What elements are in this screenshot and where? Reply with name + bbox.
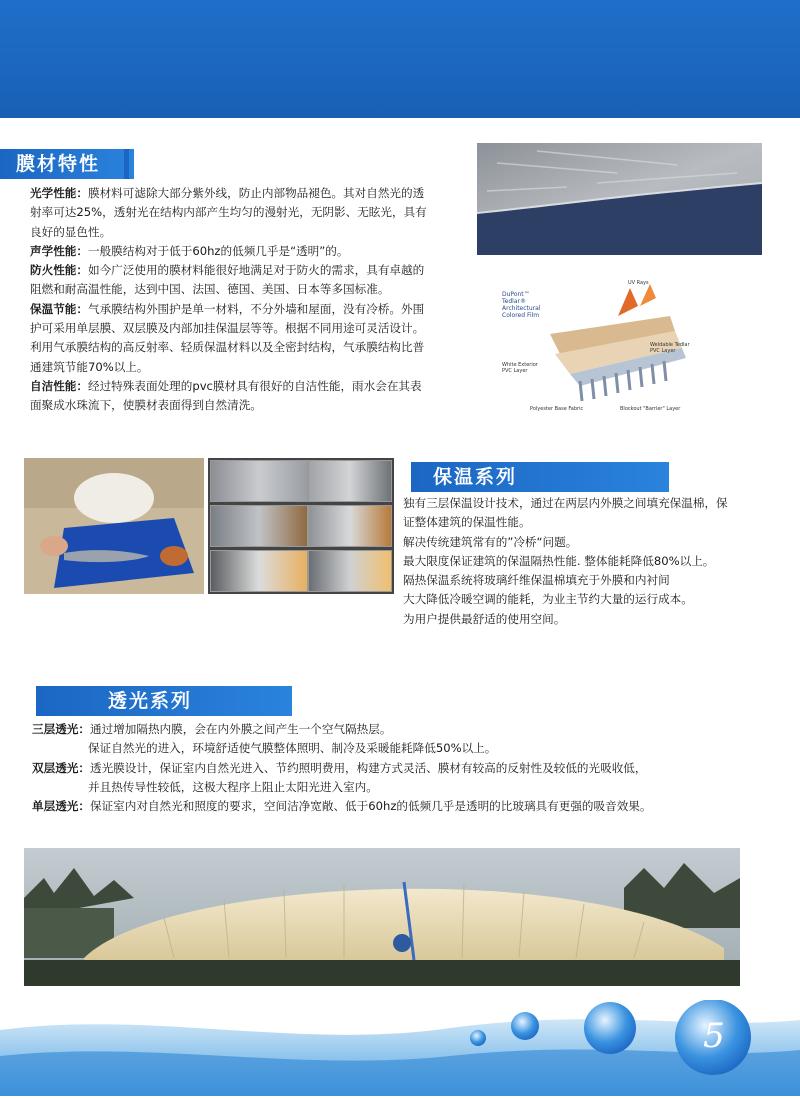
section-title: 保温系列 xyxy=(433,466,518,488)
diagram-label-tedlar: Tedlar® xyxy=(502,298,526,305)
thumbnail xyxy=(308,460,392,502)
section-heading-translucent xyxy=(32,686,292,716)
footer-wave xyxy=(0,1000,800,1096)
diagram-label-brand: DuPont™ xyxy=(502,291,530,298)
diagram-label-architectural: Architectural xyxy=(502,305,541,312)
thumbnail xyxy=(210,505,308,547)
thumbnail xyxy=(308,505,392,547)
section-title: 透光系列 xyxy=(108,690,193,712)
thumbnail xyxy=(210,460,308,502)
diagram-label-weldable: Weldable Tedlar xyxy=(650,342,690,348)
air-dome-photo xyxy=(24,848,740,986)
membrane-properties-text: 光学性能：膜材料可滤除大部分紫外线，防止内部物品褪色。其对自然光的透 射率可达25%，透射光在结构内部产生均匀的漫射光，无阴影、无眩光，具有 良好的显色性。 声学性能：一般膜结构对于低于60hz的低频几乎是“透明”的。 防火性能：如今广泛使用的膜材料能很好地满足对于防火的需求，具有卓越的 阻燃和耐高温性能，达到中国、法国、德国、美国、日本等多国标准。 保温节能：气承膜结构外围护是单一材料，不分外墙和屋面，没有冷桥。外围 护可采用单层膜、双层膜及内部加挂保温层等等。根据不同用途可灵活设计。 利用气承膜结构的高反射率、轻质保温材料以及全密封结构，气承膜结构比普 通建筑节能70%以上。 自洁性能：经过特殊表面处理的pvc膜材具有很好的自洁性能，雨水会在其表 面聚成水珠流下，使膜材表面得到自然清洗。 xyxy=(30,186,427,413)
cutting-demo-photo xyxy=(24,458,204,594)
translucent-text: 三层透光：通过增加隔热内膜，会在内外膜之间产生一个空气隔热层。 保证自然光的进入，环境舒适使气膜整体照明、制冷及采暖能耗降低50%以上。 双层透光：透光膜设计，保证室内自然光进入、节约照明费用，构建方式灵活、膜材有较高的反射性及较低的光吸收低， 并且热传导性较低，这极大程序上阻止太阳光进入室内。 单层透光：保证室内对自然光和照度的要求，空间洁净宽敞、低于60hz的低频几乎是透明的比玻璃具有更强的吸音效果。 xyxy=(32,722,652,814)
section-heading-insulation xyxy=(407,462,669,492)
diagram-label-pvc: PVC Layer xyxy=(502,368,528,374)
fire-test-thumbnails xyxy=(208,458,394,594)
diagram-label-film: Colored Film xyxy=(502,312,540,319)
thumbnail xyxy=(210,550,308,592)
diagram-label-white-exterior: White Exterior xyxy=(502,362,538,368)
thumbnail xyxy=(308,550,392,592)
diagram-label-polyester: Polyester Base Fabric xyxy=(530,406,584,412)
membrane-layer-diagram xyxy=(500,276,700,426)
page-number: 5 xyxy=(703,1016,725,1056)
section-heading-membrane xyxy=(0,149,134,179)
membrane-surface-photo xyxy=(477,143,762,255)
diagram-label-uv: UV Rays xyxy=(628,280,649,286)
diagram-label-barrier: Blockout "Barrier" Layer xyxy=(620,406,681,412)
diagram-label-pvc-2: PVC Layer xyxy=(650,348,676,354)
insulation-text: 独有三层保温设计技术，通过在两层内外膜之间填充保温棉，保 证整体建筑的保温性能。 解决传统建筑常有的”冷桥“问题。 最大限度保证建筑的保温隔热性能. 整体能耗降低80%以上。 隔热保温系统将玻璃纤维保温棉填充于外膜和内衬间 大大降低冷暖空调的能耗，为业主节约大量的运行成本。 为用户提供最舒适的使用空间。 xyxy=(403,496,728,626)
section-title: 膜材特性 xyxy=(16,153,101,175)
header-band xyxy=(0,0,800,118)
